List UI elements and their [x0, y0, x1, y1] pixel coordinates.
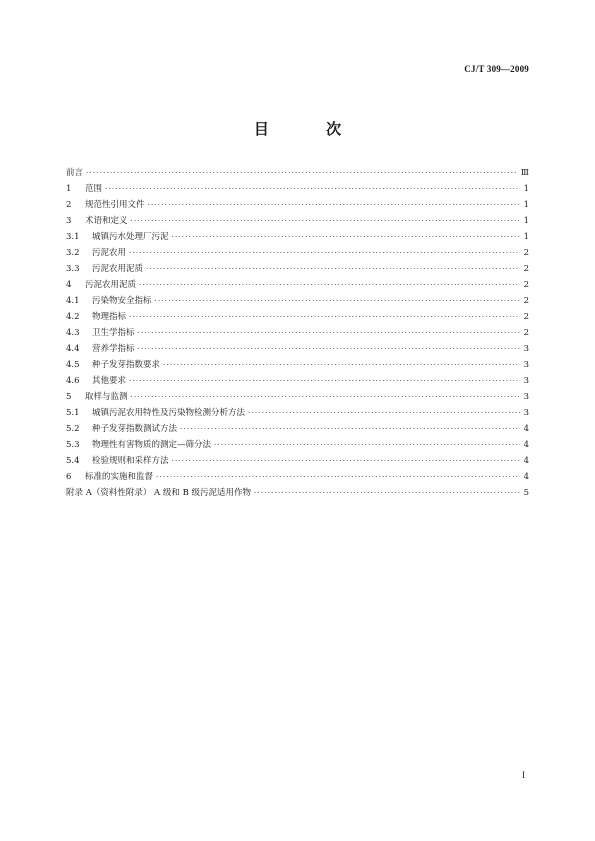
toc-entry-number: 4.3 [66, 328, 80, 338]
toc-entry-5-4[interactable] [66, 453, 529, 469]
toc-entry-4-4[interactable] [66, 341, 529, 357]
toc-entry-number: 5.2 [66, 424, 80, 434]
toc-entry-number: 5.4 [66, 456, 80, 466]
toc-entry-4-2[interactable] [66, 309, 529, 325]
toc-entry-number: 4 [66, 280, 72, 290]
toc-entry-text: 其他要求 [92, 376, 127, 386]
toc-entry-page: 2 [523, 328, 529, 338]
toc-entry-1[interactable] [66, 181, 529, 197]
toc-entry-number: 5.1 [66, 408, 80, 418]
toc-entry-text: 标准的实施和监督 [85, 472, 154, 482]
table-of-contents [66, 165, 529, 501]
toc-entry-number: 4.2 [66, 312, 80, 322]
toc-entry-4-1[interactable] [66, 293, 529, 309]
toc-entry-number: 1 [66, 184, 72, 194]
toc-entry-2[interactable] [66, 197, 529, 213]
toc-entry-text: 营养学指标 [92, 344, 135, 354]
toc-leader-dots [131, 389, 520, 405]
toc-entry-3[interactable] [66, 213, 529, 229]
toc-entry-5-3[interactable] [66, 437, 529, 453]
toc-entry-page: 3 [523, 344, 529, 354]
toc-entry-page: 4 [523, 472, 529, 482]
toc-leader-dots [138, 341, 520, 357]
toc-entry-6[interactable] [66, 469, 529, 485]
toc-entry-number: 3.1 [66, 232, 80, 242]
toc-leader-dots [129, 309, 520, 325]
toc-entry-page: 4 [523, 440, 529, 450]
toc-entry-foreword[interactable] [66, 165, 529, 181]
toc-entry-text: 物理性有害物质的测定—筛分法 [92, 440, 212, 450]
toc-entry-number: 3 [66, 216, 72, 226]
toc-entry-page: 3 [523, 376, 529, 386]
toc-entry-page: 3 [523, 392, 529, 402]
toc-leader-dots [214, 437, 520, 453]
toc-entry-page: 3 [523, 360, 529, 370]
toc-entry-text: 污泥农用泥质 [85, 280, 137, 290]
toc-entry-page: 2 [523, 296, 529, 306]
toc-entry-4[interactable] [66, 277, 529, 293]
page-number: I [522, 770, 525, 780]
toc-entry-text: 污染物安全指标 [92, 296, 152, 306]
toc-entry-page: 1 [523, 216, 529, 226]
toc-entry-number: 3.3 [66, 264, 80, 274]
toc-entry-number: 2 [66, 200, 72, 210]
toc-entry-5[interactable] [66, 389, 529, 405]
toc-entry-4-3[interactable] [66, 325, 529, 341]
toc-leader-dots [172, 229, 520, 245]
toc-leader-dots [129, 245, 520, 261]
toc-entry-page: 3 [523, 408, 529, 418]
toc-entry-text: 种子发芽指数测试方法 [92, 424, 178, 434]
toc-entry-page: 1 [523, 200, 529, 210]
toc-entry-text: 检验规则和采样方法 [92, 456, 169, 466]
toc-entry-page: 2 [523, 280, 529, 290]
toc-entry-text: 城镇污泥农用特性及污染物检测分析方法 [92, 408, 246, 418]
toc-entry-3-3[interactable] [66, 261, 529, 277]
toc-entry-text: 前言 [66, 168, 84, 178]
toc-entry-page: 2 [523, 248, 529, 258]
toc-entry-page: 1 [523, 232, 529, 242]
toc-leader-dots [172, 453, 520, 469]
toc-entry-number: 3.2 [66, 248, 80, 258]
toc-entry-page: 2 [523, 264, 529, 274]
toc-entry-number: 6 [66, 472, 72, 482]
toc-leader-dots [163, 357, 520, 373]
toc-entry-number: 4.5 [66, 360, 80, 370]
document-code: CJ/T 309—2009 [464, 64, 529, 74]
toc-entry-5-2[interactable] [66, 421, 529, 437]
toc-entry-text: 范围 [85, 184, 103, 194]
toc-leader-dots [129, 373, 520, 389]
toc-leader-dots [148, 197, 520, 213]
toc-entry-appendix-a[interactable] [66, 485, 529, 501]
toc-entry-page: 4 [523, 424, 529, 434]
toc-entry-text: 取样与监测 [85, 392, 128, 402]
toc-entry-4-6[interactable] [66, 373, 529, 389]
toc-entry-number: 5 [66, 392, 72, 402]
toc-entry-text: 城镇污水处理厂污泥 [92, 232, 169, 242]
toc-entry-4-5[interactable] [66, 357, 529, 373]
toc-entry-3-1[interactable] [66, 229, 529, 245]
toc-leader-dots [131, 213, 520, 229]
toc-leader-dots [139, 277, 520, 293]
toc-entry-number: 4.4 [66, 344, 80, 354]
toc-leader-dots [105, 181, 520, 197]
toc-entry-text: 卫生学指标 [92, 328, 135, 338]
toc-leader-dots [138, 325, 520, 341]
toc-entry-text: 规范性引用文件 [85, 200, 145, 210]
toc-entry-text: 术语和定义 [85, 216, 128, 226]
toc-leader-dots [254, 485, 520, 501]
toc-entry-3-2[interactable] [66, 245, 529, 261]
toc-leader-dots [180, 421, 520, 437]
toc-entry-number: 5.3 [66, 440, 80, 450]
toc-leader-dots [155, 293, 520, 309]
toc-leader-dots [146, 261, 520, 277]
toc-entry-page: 1 [523, 184, 529, 194]
toc-entry-page: Ⅲ [520, 168, 529, 178]
toc-entry-text: 种子发芽指数要求 [92, 360, 161, 370]
toc-leader-dots [156, 469, 520, 485]
toc-entry-page: 5 [523, 488, 529, 498]
toc-entry-text: 附录 A（资料性附录） A 级和 B 级污泥适用作物 [66, 488, 252, 498]
toc-entry-text: 污泥农用泥质 [92, 264, 144, 274]
toc-entry-page: 2 [523, 312, 529, 322]
toc-entry-page: 4 [523, 456, 529, 466]
toc-entry-number: 4.1 [66, 296, 80, 306]
page-title: 目 次 [253, 120, 368, 138]
toc-entry-text: 物理指标 [92, 312, 127, 322]
toc-entry-5-1[interactable] [66, 405, 529, 421]
toc-leader-dots [86, 165, 518, 181]
toc-entry-number: 4.6 [66, 376, 80, 386]
toc-leader-dots [248, 405, 520, 421]
toc-entry-text: 污泥农用 [92, 248, 127, 258]
